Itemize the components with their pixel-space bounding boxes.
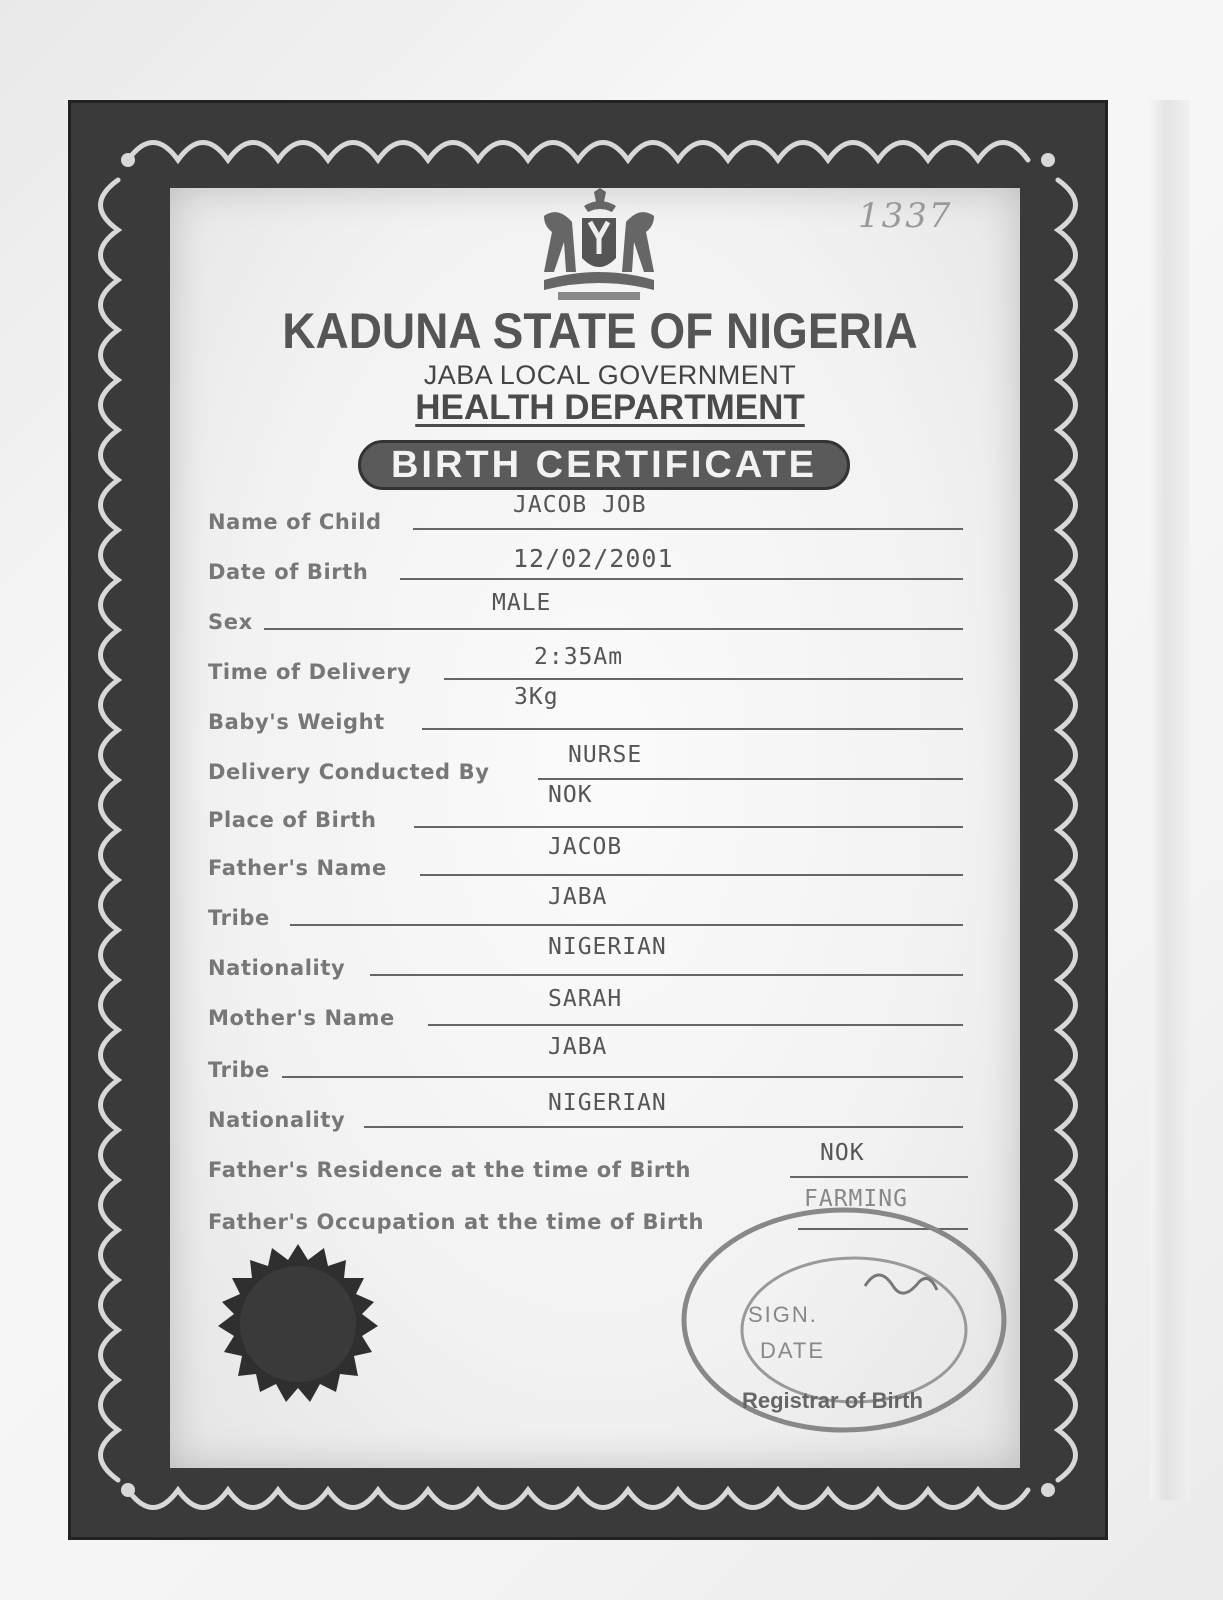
field-label: Tribe [208, 906, 270, 930]
serial-number: 1337 [858, 196, 953, 236]
field-line [364, 1126, 963, 1128]
field-value: MALE [492, 590, 552, 616]
field-fathers-tribe [208, 884, 963, 930]
field-value: NIGERIAN [548, 1090, 667, 1116]
field-label: Name of Child [208, 510, 382, 534]
field-line [420, 874, 963, 876]
field-value: NIGERIAN [548, 934, 667, 960]
field-time-of-delivery [208, 644, 963, 684]
field-fathers-residence [208, 1140, 968, 1182]
field-label: Nationality [208, 956, 346, 980]
certificate-title: BIRTH CERTIFICATE [390, 443, 818, 486]
field-line [428, 1024, 963, 1026]
field-name-of-child [208, 492, 963, 534]
field-value: NOK [548, 782, 593, 808]
field-value: JABA [548, 884, 608, 910]
field-value: JACOB JOB [513, 492, 647, 518]
field-label: Father's Occupation at the time of Birth [208, 1210, 705, 1234]
field-place-of-birth [208, 782, 963, 832]
field-label: Tribe [208, 1058, 270, 1082]
official-seal-icon [216, 1242, 380, 1406]
field-mothers-name [208, 986, 963, 1030]
field-line [282, 1076, 963, 1078]
coat-of-arms-icon [524, 188, 674, 306]
field-date-of-birth [208, 544, 963, 584]
field-value: NOK [820, 1140, 865, 1166]
field-label: Nationality [208, 1108, 346, 1132]
field-line [422, 728, 963, 730]
field-label: Baby's Weight [208, 710, 385, 734]
field-label: Mother's Name [208, 1006, 395, 1030]
field-delivery-conducted-by [208, 742, 963, 784]
field-label: Time of Delivery [208, 660, 412, 684]
field-babys-weight [208, 684, 963, 734]
field-mothers-tribe [208, 1034, 963, 1082]
field-line [290, 924, 963, 926]
field-fathers-name [208, 834, 963, 880]
field-value: 3Kg [514, 684, 559, 710]
field-line [414, 826, 963, 828]
field-value: FARMING [804, 1186, 908, 1212]
field-line [413, 528, 963, 530]
registrar-of-birth-label: Registrar of Birth [742, 1388, 923, 1413]
field-label: Date of Birth [208, 560, 369, 584]
local-government-title: JABA LOCAL GOVERNMENT [423, 360, 797, 390]
field-label: Father's Name [208, 856, 387, 880]
field-sex [208, 590, 963, 634]
field-mothers-nationality [208, 1090, 963, 1132]
field-label: Father's Residence at the time of Birth [208, 1158, 692, 1182]
field-line [790, 1176, 968, 1178]
field-label: Place of Birth [208, 808, 377, 832]
department-title: HEALTH DEPARTMENT [415, 388, 805, 427]
stamp-date-label: DATE [760, 1338, 826, 1363]
field-line [444, 678, 963, 680]
field-fathers-nationality [208, 934, 963, 980]
field-value: NURSE [568, 742, 643, 768]
field-label: Sex [208, 610, 253, 634]
field-line [400, 578, 963, 580]
field-value: JABA [548, 1034, 608, 1060]
field-label: Delivery Conducted By [208, 760, 490, 784]
field-line [264, 628, 963, 630]
stamp-sign-label: SIGN. [748, 1302, 818, 1327]
field-value: JACOB [548, 834, 623, 860]
page-edge-shadow [1150, 100, 1190, 1500]
certificate-title-banner [358, 440, 850, 490]
field-line [370, 974, 963, 976]
field-value: SARAH [548, 986, 623, 1012]
field-value: 12/02/2001 [513, 544, 674, 573]
field-line [538, 778, 963, 780]
field-value: 2:35Am [534, 644, 624, 670]
state-title: KADUNA STATE OF NIGERIA [282, 303, 918, 359]
